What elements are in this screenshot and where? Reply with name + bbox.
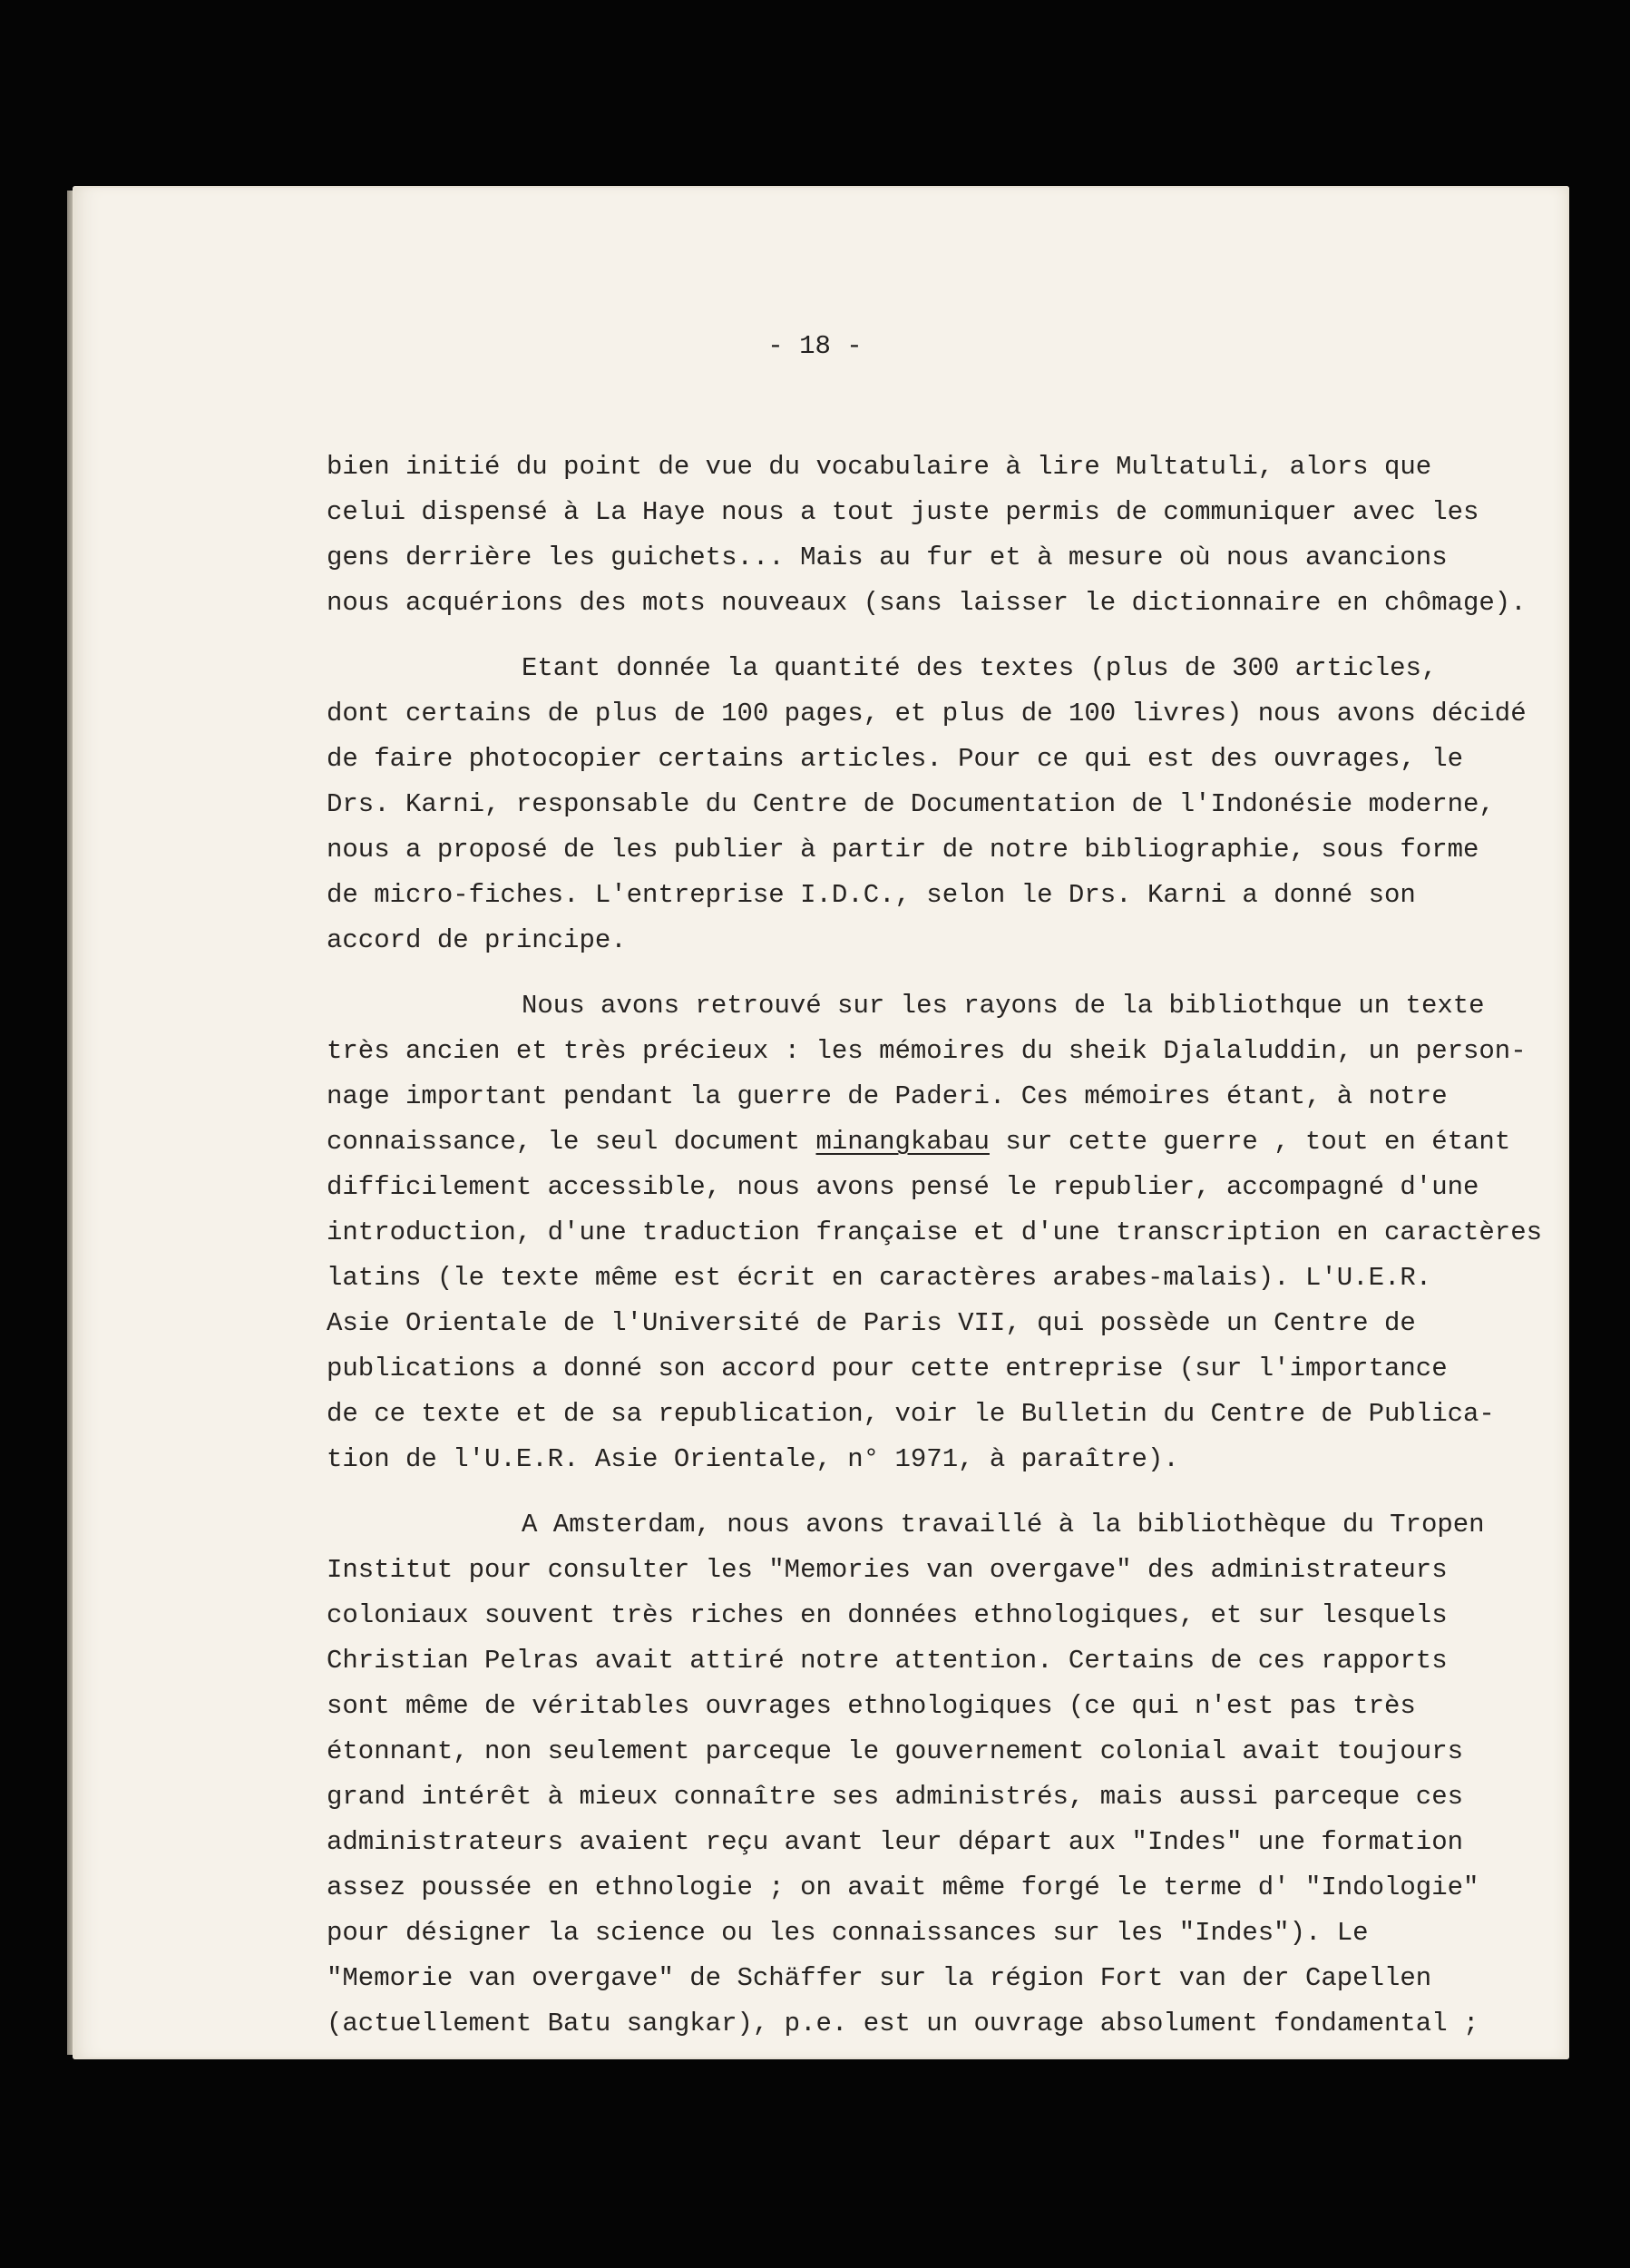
text-line: Christian Pelras avait attiré notre attention. Certains de ces rapports <box>327 1646 1448 1676</box>
text-line: Nous avons retrouvé sur les rayons de la bibliothque un texte <box>522 991 1485 1021</box>
text-line: très ancien et très précieux : les mémoires du sheik Djalaluddin, un person- <box>327 1036 1527 1066</box>
text-line <box>327 1119 1511 1165</box>
text-line: grand intérêt à mieux connaître ses administrés, mais aussi parceque ces <box>327 1782 1464 1812</box>
text-line: nous acquérions des mots nouveaux (sans laisser le dictionnaire en chômage). <box>327 588 1527 618</box>
text-line: nage important pendant la guerre de Paderi. Ces mémoires étant, à notre <box>327 1081 1448 1111</box>
text-segment: connaissance, le seul document <box>327 1127 816 1157</box>
text-line: Etant donnée la quantité des textes (plus de 300 articles, <box>522 653 1438 683</box>
text-line: Drs. Karni, responsable du Centre de Documentation de l'Indonésie moderne, <box>327 789 1495 819</box>
text-segment: sur cette guerre , tout en étant <box>989 1127 1511 1157</box>
text-line: difficilement accessible, nous avons pensé le republier, accompagné d'une <box>327 1172 1479 1202</box>
paragraph <box>327 646 1527 963</box>
text-line: gens derrière les guichets... Mais au fur et à mesure où nous avancions <box>327 543 1448 572</box>
text-line: pour désigner la science ou les connaissances sur les "Indes"). Le <box>327 1918 1369 1948</box>
body-text <box>327 445 1543 2047</box>
paragraph <box>327 983 1543 1482</box>
text-line: Institut pour consulter les "Memories van overgave" des administrateurs <box>327 1555 1448 1585</box>
paragraph-gap <box>327 626 1506 646</box>
paragraph-gap <box>327 963 1506 983</box>
paragraph-gap <box>327 1482 1506 1502</box>
text-line: étonnant, non seulement parceque le gouvernement colonial avait toujours <box>327 1736 1464 1766</box>
text-line: administrateurs avaient reçu avant leur départ aux "Indes" une formation <box>327 1827 1464 1857</box>
text-line: celui dispensé à La Haye nous a tout juste permis de communiquer avec les <box>327 497 1479 527</box>
text-line: Asie Orientale de l'Université de Paris VII, qui possède un Centre de <box>327 1308 1416 1338</box>
text-line: nous a proposé de les publier à partir de notre bibliographie, sous forme <box>327 835 1479 865</box>
text-line: bien initié du point de vue du vocabulaire à lire Multatuli, alors que <box>327 452 1432 482</box>
text-line: de faire photocopier certains articles. Pour ce qui est des ouvrages, le <box>327 744 1464 774</box>
paragraph <box>327 445 1527 626</box>
text-line: sont même de véritables ouvrages ethnologiques (ce qui n'est pas très <box>327 1691 1416 1721</box>
text-line: latins (le texte même est écrit en caractères arabes-malais). L'U.E.R. <box>327 1263 1432 1293</box>
text-line: assez poussée en ethnologie ; on avait même forgé le terme d' "Indologie" <box>327 1872 1479 1902</box>
text-line: A Amsterdam, nous avons travaillé à la bibliothèque du Tropen <box>522 1510 1485 1540</box>
text-line: accord de principe. <box>327 925 627 955</box>
text-line: tion de l'U.E.R. Asie Orientale, n° 1971, à paraître). <box>327 1444 1179 1474</box>
text-line: dont certains de plus de 100 pages, et plus de 100 livres) nous avons décidé <box>327 699 1527 728</box>
text-line: coloniaux souvent très riches en données ethnologiques, et sur lesquels <box>327 1600 1448 1630</box>
text-line: "Memorie van overgave" de Schäffer sur la région Fort van der Capellen <box>327 1963 1432 1993</box>
text-line: introduction, d'une traduction française et d'une transcription en caractères <box>327 1217 1543 1247</box>
text-line: publications a donné son accord pour cette entreprise (sur l'importance <box>327 1354 1448 1383</box>
underlined-term: minangkabau <box>815 1127 990 1157</box>
page-number: - 18 - <box>767 331 863 361</box>
text-line: de ce texte et de sa republication, voir le Bulletin du Centre de Publica- <box>327 1399 1495 1429</box>
text-line: de micro-fiches. L'entreprise I.D.C., selon le Drs. Karni a donné son <box>327 880 1416 910</box>
paragraph <box>327 1502 1506 2047</box>
text-line: (actuellement Batu sangkar), p.e. est un ouvrage absolument fondamental ; <box>327 2009 1479 2038</box>
